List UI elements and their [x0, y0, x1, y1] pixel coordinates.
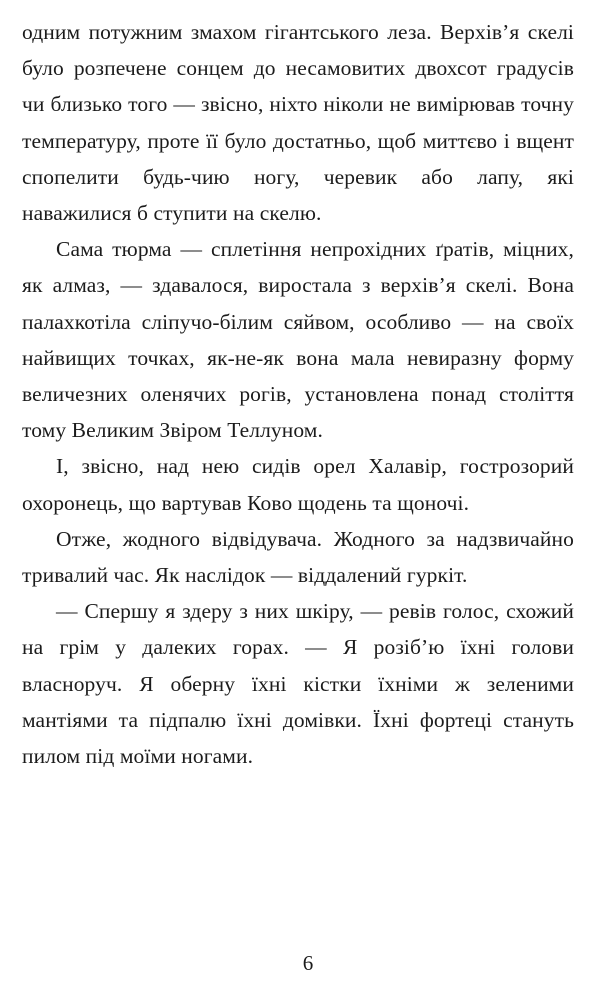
paragraph-visitors: Отже, жодного відвідувача. Жодного за надзвичайно тривалий час. Як наслідок — віддалений гуркіт.: [22, 526, 574, 588]
paragraph-dialogue: — Спершу я здеру з них шкіру, — ревів голос, схожий на грім у далеких горах. — Я розіб’ю їхні голови власноруч. Я оберну їхні кістки їхніми ж зеленими мантіями та підпалю їхні домівки. Їхні фортеці стануть пилом під моїми ногами.: [22, 599, 574, 769]
paragraph-continued: одним потужним змахом гігантського леза. Верхів’я скелі було розпечене сонцем до несамовитих двохсот градусів чи близько того — звісно, ніхто ніколи не вимірював точну температуру, проте її було достатньо, щоб миттєво і вщент спопелити будь-чию ногу, черевик або лапу, які наважилися б ступити на скелю.: [22, 20, 574, 226]
paragraph-eagle: І, звісно, над нею сидів орел Халавір, гострозорий охоронець, що вартував Ково щодень та щоночі.: [22, 454, 574, 515]
page-number: 6: [302, 951, 314, 975]
page-body: [22, 14, 574, 774]
paragraph-prison: Сама тюрма — сплетіння непрохідних ґратів, міцних, як алмаз, — здавалося, виростала з верхів’я скелі. Вона палахкотіла сліпучо-білим сяйвом, особливо — на своїх найвищих точках, як-не-як вона мала невиразну форму величезних оленячих рогів, установлена понад століття тому Великим Звіром Теллуном.: [22, 237, 574, 443]
